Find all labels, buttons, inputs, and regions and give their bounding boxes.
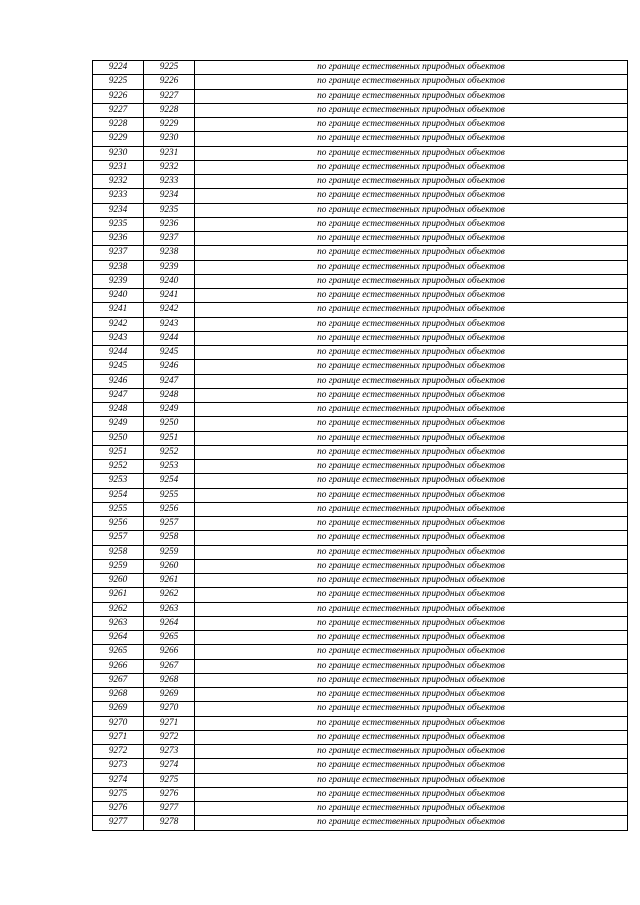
table-row (93, 517, 628, 531)
from-point-cell: 9240 (93, 289, 144, 303)
to-point-cell: 9257 (144, 517, 195, 531)
from-point-cell: 9238 (93, 260, 144, 274)
from-point-cell: 9244 (93, 346, 144, 360)
table-row (93, 289, 628, 303)
to-point-cell: 9246 (144, 360, 195, 374)
to-point-cell: 9243 (144, 317, 195, 331)
table-row (93, 431, 628, 445)
from-point-cell: 9248 (93, 403, 144, 417)
to-point-cell: 9250 (144, 417, 195, 431)
to-point-cell: 9251 (144, 431, 195, 445)
boundary-description-cell: по границе естественных природных объектов (195, 517, 628, 531)
boundary-description-cell: по границе естественных природных объектов (195, 175, 628, 189)
table-body (93, 61, 628, 831)
to-point-cell: 9252 (144, 445, 195, 459)
to-point-cell: 9259 (144, 545, 195, 559)
from-point-cell: 9276 (93, 802, 144, 816)
to-point-cell: 9247 (144, 374, 195, 388)
table-row (93, 488, 628, 502)
boundary-description-cell: по границе естественных природных объектов (195, 289, 628, 303)
table-row (93, 502, 628, 516)
table-row (93, 346, 628, 360)
table-row (93, 545, 628, 559)
table-row (93, 460, 628, 474)
boundary-description-cell: по границе естественных природных объектов (195, 146, 628, 160)
to-point-cell: 9231 (144, 146, 195, 160)
from-point-cell: 9239 (93, 274, 144, 288)
table-row (93, 75, 628, 89)
table-row (93, 189, 628, 203)
boundary-description-cell: по границе естественных природных объектов (195, 545, 628, 559)
to-point-cell: 9226 (144, 75, 195, 89)
from-point-cell: 9264 (93, 631, 144, 645)
to-point-cell: 9227 (144, 89, 195, 103)
table-row (93, 232, 628, 246)
to-point-cell: 9242 (144, 303, 195, 317)
from-point-cell: 9245 (93, 360, 144, 374)
from-point-cell: 9249 (93, 417, 144, 431)
table-row (93, 802, 628, 816)
table-row (93, 645, 628, 659)
from-point-cell: 9277 (93, 816, 144, 830)
boundary-description-cell: по границе естественных природных объектов (195, 260, 628, 274)
boundary-description-cell: по границе естественных природных объектов (195, 616, 628, 630)
to-point-cell: 9266 (144, 645, 195, 659)
boundary-description-cell: по границе естественных природных объектов (195, 445, 628, 459)
table-row (93, 631, 628, 645)
to-point-cell: 9230 (144, 132, 195, 146)
boundary-description-cell: по границе естественных природных объектов (195, 189, 628, 203)
from-point-cell: 9241 (93, 303, 144, 317)
from-point-cell: 9231 (93, 160, 144, 174)
from-point-cell: 9230 (93, 146, 144, 160)
to-point-cell: 9245 (144, 346, 195, 360)
boundary-description-cell: по границе естественных природных объектов (195, 659, 628, 673)
boundary-description-cell: по границе естественных природных объектов (195, 317, 628, 331)
table-row (93, 474, 628, 488)
table-row (93, 89, 628, 103)
boundary-description-cell: по границе естественных природных объектов (195, 89, 628, 103)
table-row (93, 217, 628, 231)
from-point-cell: 9268 (93, 688, 144, 702)
boundary-description-cell: по границе естественных природных объектов (195, 61, 628, 75)
table-row (93, 688, 628, 702)
table-row (93, 716, 628, 730)
from-point-cell: 9227 (93, 103, 144, 117)
table-row (93, 702, 628, 716)
to-point-cell: 9278 (144, 816, 195, 830)
table-row (93, 132, 628, 146)
from-point-cell: 9256 (93, 517, 144, 531)
from-point-cell: 9224 (93, 61, 144, 75)
table-row (93, 602, 628, 616)
from-point-cell: 9270 (93, 716, 144, 730)
from-point-cell: 9233 (93, 189, 144, 203)
to-point-cell: 9270 (144, 702, 195, 716)
from-point-cell: 9225 (93, 75, 144, 89)
table-row (93, 730, 628, 744)
to-point-cell: 9229 (144, 118, 195, 132)
boundary-description-cell: по границе естественных природных объектов (195, 802, 628, 816)
table-row (93, 160, 628, 174)
to-point-cell: 9269 (144, 688, 195, 702)
from-point-cell: 9266 (93, 659, 144, 673)
boundary-description-cell: по границе естественных природных объектов (195, 75, 628, 89)
from-point-cell: 9226 (93, 89, 144, 103)
from-point-cell: 9247 (93, 388, 144, 402)
to-point-cell: 9241 (144, 289, 195, 303)
from-point-cell: 9251 (93, 445, 144, 459)
table-row (93, 403, 628, 417)
boundary-description-cell: по границе естественных природных объектов (195, 631, 628, 645)
to-point-cell: 9228 (144, 103, 195, 117)
table-row (93, 331, 628, 345)
boundary-description-cell: по границе естественных природных объектов (195, 232, 628, 246)
from-point-cell: 9269 (93, 702, 144, 716)
to-point-cell: 9268 (144, 673, 195, 687)
from-point-cell: 9234 (93, 203, 144, 217)
to-point-cell: 9255 (144, 488, 195, 502)
boundary-description-cell: по границе естественных природных объектов (195, 331, 628, 345)
from-point-cell: 9255 (93, 502, 144, 516)
table-row (93, 317, 628, 331)
from-point-cell: 9236 (93, 232, 144, 246)
boundary-description-cell: по границе естественных природных объектов (195, 531, 628, 545)
boundary-description-cell: по границе естественных природных объектов (195, 160, 628, 174)
to-point-cell: 9258 (144, 531, 195, 545)
from-point-cell: 9243 (93, 331, 144, 345)
boundary-description-cell: по границе естественных природных объектов (195, 559, 628, 573)
from-point-cell: 9271 (93, 730, 144, 744)
from-point-cell: 9235 (93, 217, 144, 231)
from-point-cell: 9267 (93, 673, 144, 687)
table-row (93, 246, 628, 260)
to-point-cell: 9256 (144, 502, 195, 516)
table-row (93, 745, 628, 759)
to-point-cell: 9234 (144, 189, 195, 203)
to-point-cell: 9260 (144, 559, 195, 573)
table-row (93, 103, 628, 117)
from-point-cell: 9253 (93, 474, 144, 488)
from-point-cell: 9229 (93, 132, 144, 146)
to-point-cell: 9232 (144, 160, 195, 174)
table-row (93, 303, 628, 317)
boundary-description-cell: по границе естественных природных объектов (195, 246, 628, 260)
table-row (93, 816, 628, 830)
boundary-description-cell: по границе естественных природных объектов (195, 574, 628, 588)
boundary-description-cell: по границе естественных природных объектов (195, 730, 628, 744)
from-point-cell: 9273 (93, 759, 144, 773)
table-row (93, 759, 628, 773)
table-row (93, 61, 628, 75)
to-point-cell: 9271 (144, 716, 195, 730)
from-point-cell: 9237 (93, 246, 144, 260)
to-point-cell: 9237 (144, 232, 195, 246)
from-point-cell: 9262 (93, 602, 144, 616)
boundary-description-cell: по границе естественных природных объектов (195, 602, 628, 616)
to-point-cell: 9272 (144, 730, 195, 744)
boundary-description-cell: по границе естественных природных объектов (195, 474, 628, 488)
from-point-cell: 9228 (93, 118, 144, 132)
to-point-cell: 9248 (144, 388, 195, 402)
to-point-cell: 9240 (144, 274, 195, 288)
to-point-cell: 9264 (144, 616, 195, 630)
to-point-cell: 9254 (144, 474, 195, 488)
table-row (93, 673, 628, 687)
from-point-cell: 9260 (93, 574, 144, 588)
boundary-description-cell: по границе естественных природных объектов (195, 118, 628, 132)
to-point-cell: 9233 (144, 175, 195, 189)
table-row (93, 388, 628, 402)
boundary-description-cell: по границе естественных природных объектов (195, 431, 628, 445)
boundary-description-cell: по границе естественных природных объектов (195, 346, 628, 360)
boundary-description-cell: по границе естественных природных объектов (195, 360, 628, 374)
table-row (93, 203, 628, 217)
to-point-cell: 9261 (144, 574, 195, 588)
boundary-description-cell: по границе естественных природных объектов (195, 460, 628, 474)
to-point-cell: 9244 (144, 331, 195, 345)
to-point-cell: 9236 (144, 217, 195, 231)
from-point-cell: 9272 (93, 745, 144, 759)
table-row (93, 588, 628, 602)
to-point-cell: 9274 (144, 759, 195, 773)
boundary-description-cell: по границе естественных природных объектов (195, 417, 628, 431)
from-point-cell: 9252 (93, 460, 144, 474)
to-point-cell: 9225 (144, 61, 195, 75)
from-point-cell: 9242 (93, 317, 144, 331)
to-point-cell: 9249 (144, 403, 195, 417)
table-row (93, 360, 628, 374)
table-row (93, 260, 628, 274)
from-point-cell: 9259 (93, 559, 144, 573)
to-point-cell: 9262 (144, 588, 195, 602)
boundary-description-cell: по границе естественных природных объектов (195, 217, 628, 231)
from-point-cell: 9254 (93, 488, 144, 502)
from-point-cell: 9257 (93, 531, 144, 545)
table-row (93, 417, 628, 431)
boundary-description-cell: по границе естественных природных объектов (195, 502, 628, 516)
table-row (93, 574, 628, 588)
table-row (93, 118, 628, 132)
boundary-description-cell: по границе естественных природных объектов (195, 303, 628, 317)
table-row (93, 659, 628, 673)
to-point-cell: 9273 (144, 745, 195, 759)
boundary-description-cell: по границе естественных природных объектов (195, 403, 628, 417)
boundary-description-cell: по границе естественных природных объектов (195, 645, 628, 659)
from-point-cell: 9261 (93, 588, 144, 602)
to-point-cell: 9277 (144, 802, 195, 816)
boundary-description-cell: по границе естественных природных объектов (195, 274, 628, 288)
boundary-description-cell: по границе естественных природных объектов (195, 787, 628, 801)
boundary-description-cell: по границе естественных природных объектов (195, 702, 628, 716)
from-point-cell: 9265 (93, 645, 144, 659)
from-point-cell: 9246 (93, 374, 144, 388)
table-row (93, 146, 628, 160)
to-point-cell: 9238 (144, 246, 195, 260)
to-point-cell: 9275 (144, 773, 195, 787)
boundary-description-cell: по границе естественных природных объектов (195, 716, 628, 730)
boundary-description-cell: по границе естественных природных объектов (195, 374, 628, 388)
table-row (93, 559, 628, 573)
to-point-cell: 9253 (144, 460, 195, 474)
boundary-table (92, 60, 628, 831)
boundary-description-cell: по границе естественных природных объектов (195, 673, 628, 687)
to-point-cell: 9235 (144, 203, 195, 217)
to-point-cell: 9263 (144, 602, 195, 616)
table-row (93, 274, 628, 288)
from-point-cell: 9263 (93, 616, 144, 630)
to-point-cell: 9267 (144, 659, 195, 673)
boundary-description-cell: по границе естественных природных объектов (195, 132, 628, 146)
table-row (93, 445, 628, 459)
from-point-cell: 9250 (93, 431, 144, 445)
table-row (93, 531, 628, 545)
table-row (93, 616, 628, 630)
from-point-cell: 9258 (93, 545, 144, 559)
boundary-description-cell: по границе естественных природных объектов (195, 588, 628, 602)
boundary-description-cell: по границе естественных природных объектов (195, 745, 628, 759)
table-row (93, 773, 628, 787)
boundary-description-cell: по границе естественных природных объектов (195, 688, 628, 702)
boundary-description-cell: по границе естественных природных объектов (195, 488, 628, 502)
from-point-cell: 9232 (93, 175, 144, 189)
boundary-description-cell: по границе естественных природных объектов (195, 388, 628, 402)
table-row (93, 175, 628, 189)
to-point-cell: 9276 (144, 787, 195, 801)
table-row (93, 374, 628, 388)
from-point-cell: 9275 (93, 787, 144, 801)
boundary-description-cell: по границе естественных природных объектов (195, 816, 628, 830)
boundary-description-cell: по границе естественных природных объектов (195, 773, 628, 787)
from-point-cell: 9274 (93, 773, 144, 787)
to-point-cell: 9239 (144, 260, 195, 274)
boundary-description-cell: по границе естественных природных объектов (195, 759, 628, 773)
boundary-description-cell: по границе естественных природных объектов (195, 203, 628, 217)
to-point-cell: 9265 (144, 631, 195, 645)
boundary-description-cell: по границе естественных природных объектов (195, 103, 628, 117)
table-row (93, 787, 628, 801)
